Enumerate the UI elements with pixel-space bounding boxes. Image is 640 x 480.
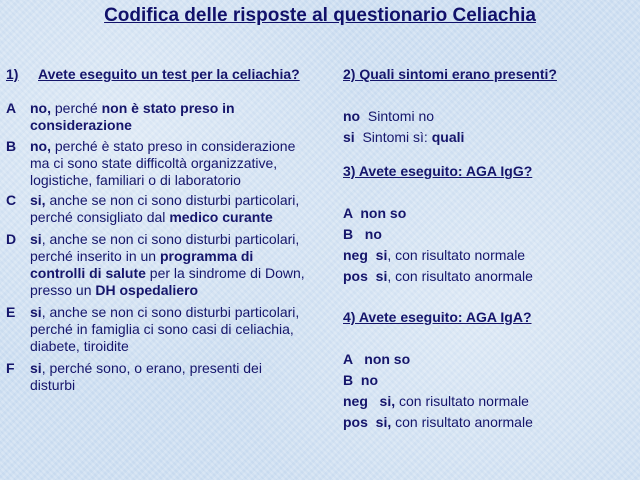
option-f: [6, 360, 306, 394]
q3-answer-b: B no: [343, 226, 382, 242]
q3-answer-pos: pos si, con risultato anormale: [343, 268, 533, 284]
q4-answer-b: B no: [343, 372, 379, 388]
q4-answer-neg: neg si, con risultato normale: [343, 393, 529, 409]
option-text: si, anche se non ci sono disturbi particolari, perché in famiglia ci sono casi di celiachia, diabete, tiroidite: [30, 304, 300, 354]
q2-answer-no: no Sintomi no: [343, 108, 435, 124]
question-1-heading: [6, 64, 306, 84]
q2-answer-si: si Sintomi sì: quali: [343, 129, 465, 145]
option-a: [6, 100, 306, 134]
question-4-heading: 4) Avete eseguito: AGA IgA?: [343, 309, 532, 325]
option-letter: A: [6, 100, 17, 116]
page-title: Codifica delle risposte al questionario Celiachia: [104, 5, 536, 26]
option-text: si, anche se non ci sono disturbi particolari, perché consigliato dal medico curante: [30, 192, 300, 225]
question-number: 1): [6, 66, 19, 82]
question-text: Avete eseguito un test per la celiachia?: [38, 66, 300, 82]
option-letter: F: [6, 360, 15, 376]
option-text: no, perché è stato preso in considerazione ma ci sono state difficoltà organizzative, logistiche, familiari o di laboratorio: [30, 138, 296, 188]
option-letter: C: [6, 192, 17, 208]
option-letter: B: [6, 138, 17, 154]
option-d: [6, 231, 306, 299]
q4-answer-pos: pos si, con risultato anormale: [343, 414, 533, 430]
right-column: [343, 64, 633, 433]
question-2-heading: 2) Quali sintomi erano presenti?: [343, 66, 557, 82]
left-column: [6, 64, 306, 394]
q4-answer-a: A non so: [343, 351, 411, 367]
option-text: no, perché non è stato preso in considerazione: [30, 100, 235, 133]
q3-answer-a: A non so: [343, 205, 407, 221]
option-text: si, anche se non ci sono disturbi particolari, perché inserito in un programma di controlli di salute per la sindrome di Down, presso un DH ospedaliero: [30, 231, 305, 298]
question-3-heading: 3) Avete eseguito: AGA IgG?: [343, 163, 533, 179]
option-text: si, perché sono, o erano, presenti dei disturbi: [30, 360, 262, 393]
option-e: [6, 304, 306, 355]
option-c: [6, 192, 306, 226]
option-letter: E: [6, 304, 16, 320]
option-letter: D: [6, 231, 17, 247]
q3-answer-neg: neg si, con risultato normale: [343, 247, 526, 263]
option-b: [6, 138, 306, 189]
